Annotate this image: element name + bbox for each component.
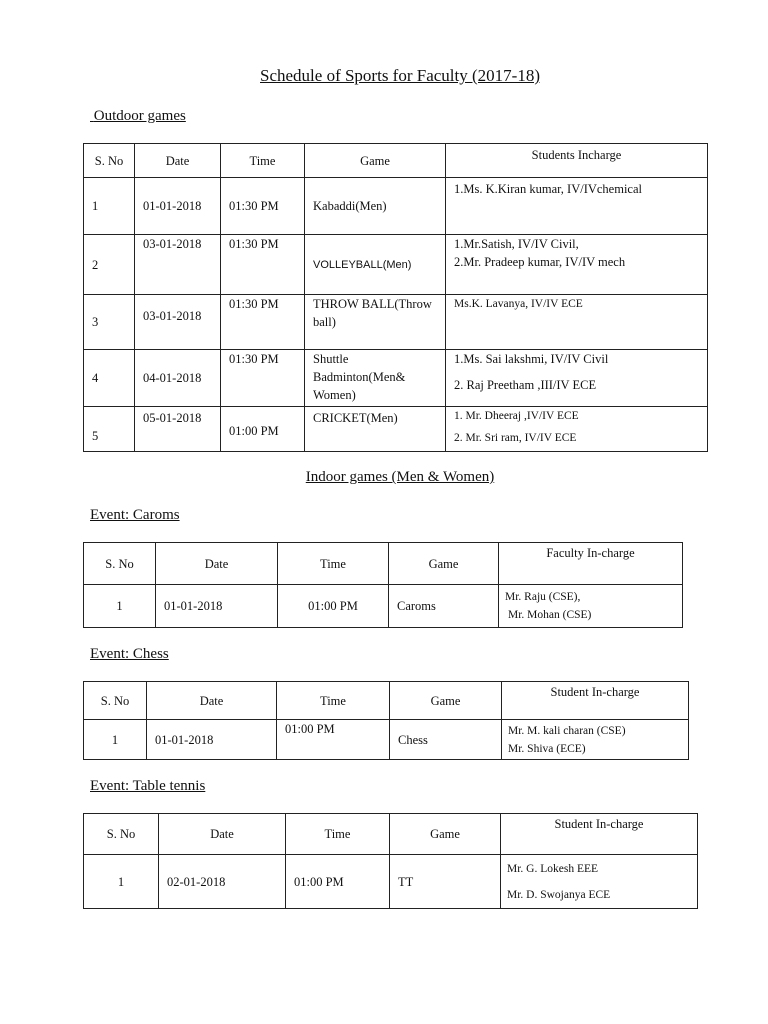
header-game: Game bbox=[389, 543, 499, 585]
row-sno: 2 bbox=[84, 235, 135, 295]
row-date: 03-01-2018 bbox=[135, 295, 221, 350]
incharge-line: 1.Mr.Satish, IV/IV Civil, bbox=[454, 237, 579, 251]
header-date: Date bbox=[156, 543, 278, 585]
header-date: Date bbox=[147, 682, 277, 720]
row-time: 01:00 PM bbox=[278, 585, 389, 628]
row-game: Caroms bbox=[389, 585, 499, 628]
row-sno: 5 bbox=[84, 407, 135, 452]
row-game: THROW BALL(Throw ball) bbox=[305, 295, 446, 350]
row-time: 01:30 PM bbox=[221, 350, 305, 407]
header-game: Game bbox=[305, 144, 446, 178]
row-time: 01:30 PM bbox=[221, 295, 305, 350]
row-incharge bbox=[499, 585, 683, 628]
row-incharge bbox=[446, 350, 708, 407]
incharge-line: 2. Mr. Sri ram, IV/IV ECE bbox=[454, 432, 577, 444]
header-time: Time bbox=[221, 144, 305, 178]
outdoor-heading-text: Outdoor games bbox=[93, 108, 186, 124]
caroms-heading: Event: Caroms bbox=[90, 507, 180, 523]
row-game: TT bbox=[390, 855, 501, 909]
row-time: 01:30 PM bbox=[221, 235, 305, 295]
row-incharge bbox=[501, 855, 698, 909]
header-incharge: Student In-charge bbox=[502, 682, 689, 720]
row-sno: 1 bbox=[84, 178, 135, 235]
caroms-header-row bbox=[84, 543, 683, 585]
row-date: 01-01-2018 bbox=[135, 178, 221, 235]
header-sno: S. No bbox=[84, 814, 159, 855]
row-sno: 1 bbox=[84, 585, 156, 628]
row-game: Shuttle Badminton(Men& Women) bbox=[305, 350, 446, 407]
header-time: Time bbox=[278, 543, 389, 585]
row-sno: 1 bbox=[84, 720, 147, 760]
row-date: 02-01-2018 bbox=[159, 855, 286, 909]
header-date: Date bbox=[159, 814, 286, 855]
incharge-line: Mr. M. kali charan (CSE) bbox=[508, 724, 626, 737]
header-date: Date bbox=[135, 144, 221, 178]
header-sno: S. No bbox=[84, 543, 156, 585]
header-incharge bbox=[446, 144, 708, 178]
row-date: 01-01-2018 bbox=[147, 720, 277, 760]
incharge-line: 2. Raj Preetham ,III/IV ECE bbox=[454, 378, 597, 392]
table-row bbox=[84, 407, 708, 452]
caroms-table bbox=[83, 542, 683, 628]
chess-header-row bbox=[84, 682, 689, 720]
incharge-line: Mr. Mohan (CSE) bbox=[508, 609, 592, 621]
chess-table bbox=[83, 681, 689, 760]
row-time: 01:30 PM bbox=[221, 178, 305, 235]
header-incharge: Faculty In-charge bbox=[499, 543, 683, 585]
row-date: 05-01-2018 bbox=[135, 407, 221, 452]
row-incharge bbox=[446, 178, 708, 235]
row-sno: 1 bbox=[84, 855, 159, 909]
row-sno: 3 bbox=[84, 295, 135, 350]
row-date: 03-01-2018 bbox=[135, 235, 221, 295]
row-incharge bbox=[502, 720, 689, 760]
incharge-line: Mr. Shiva (ECE) bbox=[508, 742, 586, 755]
header-sno: S. No bbox=[84, 682, 147, 720]
table-row bbox=[84, 235, 708, 295]
tt-heading: Event: Table tennis bbox=[90, 778, 206, 794]
table-row bbox=[84, 720, 689, 760]
header-game: Game bbox=[390, 682, 502, 720]
header-sno: S. No bbox=[84, 144, 135, 178]
row-time: 01:00 PM bbox=[221, 407, 305, 452]
header-time: Time bbox=[286, 814, 390, 855]
header-incharge: Student In-charge bbox=[501, 814, 698, 855]
row-date: 04-01-2018 bbox=[135, 350, 221, 407]
header-time: Time bbox=[277, 682, 390, 720]
row-game: VOLLEYBALL(Men) bbox=[305, 235, 446, 295]
incharge-line: Mr. D. Swojanya ECE bbox=[507, 888, 611, 901]
row-sno: 4 bbox=[84, 350, 135, 407]
incharge-line: 2.Mr. Pradeep kumar, IV/IV mech bbox=[454, 255, 626, 269]
row-incharge bbox=[446, 295, 708, 350]
row-game: CRICKET(Men) bbox=[305, 407, 446, 452]
page-title: Schedule of Sports for Faculty (2017-18) bbox=[260, 66, 540, 85]
row-incharge bbox=[446, 235, 708, 295]
table-row bbox=[84, 585, 683, 628]
incharge-line: Ms.K. Lavanya, IV/IV ECE bbox=[454, 298, 583, 310]
incharge-line: 1.Ms. Sai lakshmi, IV/IV Civil bbox=[454, 352, 609, 366]
outdoor-table bbox=[83, 143, 708, 452]
incharge-line: 1. Mr. Dheeraj ,IV/IV ECE bbox=[454, 410, 579, 422]
indoor-heading: Indoor games (Men & Women) bbox=[305, 469, 495, 485]
header-game: Game bbox=[390, 814, 501, 855]
row-date: 01-01-2018 bbox=[156, 585, 278, 628]
header-incharge-label: Students Incharge bbox=[531, 148, 622, 162]
table-row bbox=[84, 350, 708, 407]
row-time: 01:00 PM bbox=[277, 720, 390, 760]
incharge-line: 1.Ms. K.Kiran kumar, IV/IVchemical bbox=[454, 182, 642, 196]
tt-header-row bbox=[84, 814, 698, 855]
row-game: Kabaddi(Men) bbox=[305, 178, 446, 235]
incharge-line: Mr. Raju (CSE), bbox=[505, 591, 581, 603]
chess-heading: Event: Chess bbox=[90, 646, 169, 662]
row-incharge bbox=[446, 407, 708, 452]
outdoor-header-row bbox=[84, 144, 708, 178]
incharge-line: Mr. G. Lokesh EEE bbox=[507, 862, 599, 875]
outdoor-heading bbox=[90, 108, 186, 125]
row-time: 01:00 PM bbox=[286, 855, 390, 909]
table-row bbox=[84, 295, 708, 350]
tt-table bbox=[83, 813, 698, 909]
table-row bbox=[84, 855, 698, 909]
table-row bbox=[84, 178, 708, 235]
row-game: Chess bbox=[390, 720, 502, 760]
